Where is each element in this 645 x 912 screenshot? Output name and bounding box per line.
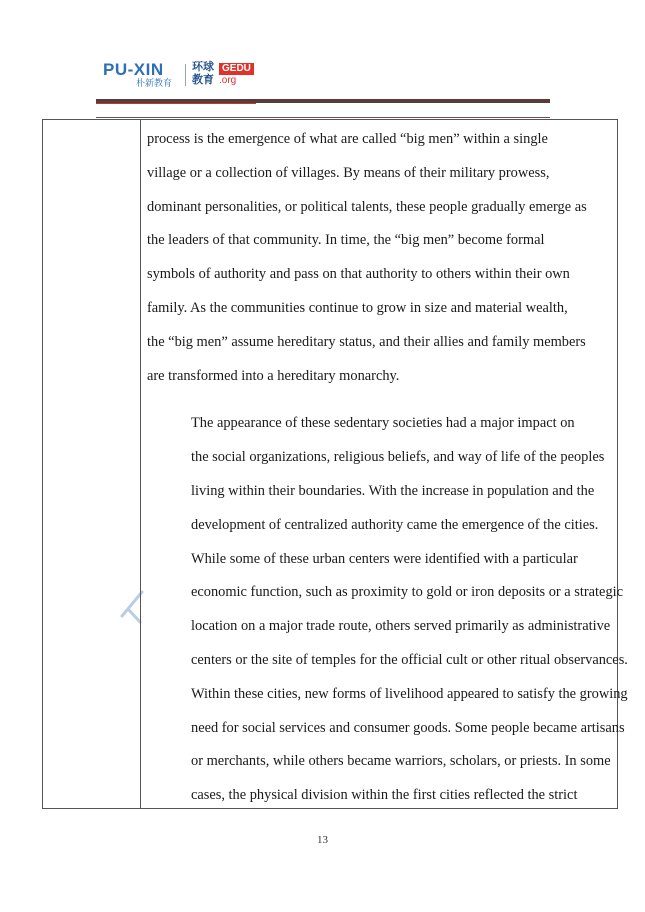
page-number: 13 bbox=[317, 834, 328, 846]
puxin-logo-subtext: 朴新教育 bbox=[136, 79, 173, 89]
puxin-logo-text: PU-XIN bbox=[103, 60, 164, 79]
paragraph-1-line: are transformed into a hereditary monarchy. bbox=[147, 367, 400, 384]
gedu-logo bbox=[192, 60, 262, 90]
paragraph-2 bbox=[147, 407, 628, 813]
paragraph-2-line: need for social services and consumer goods. Some people became artisans bbox=[191, 719, 625, 736]
paragraph-2-line: development of centralized authority came the emergence of the cities. bbox=[191, 516, 599, 533]
paragraph-1-line: dominant personalities, or political talents, these people gradually emerge as bbox=[147, 198, 587, 215]
paragraph-1-line: the “big men” assume hereditary status, and their allies and family members bbox=[147, 333, 586, 350]
paragraph-2-line: or merchants, while others became warriors, scholars, or priests. In some bbox=[191, 753, 611, 770]
gedu-logo-suffix: .org bbox=[219, 75, 237, 86]
paragraph-1-line: village or a collection of villages. By means of their military prowess, bbox=[147, 164, 550, 181]
header-underline bbox=[96, 117, 550, 118]
paragraph-2-line: the social organizations, religious beliefs, and way of life of the peoples bbox=[191, 449, 605, 466]
header-rule-accent bbox=[96, 103, 256, 104]
paragraph-2-line: Within these cities, new forms of livelihood appeared to satisfy the growing bbox=[191, 685, 628, 702]
gedu-logo-tag: GEDU bbox=[219, 63, 254, 75]
paragraph-1-line: process is the emergence of what are called “big men” within a single bbox=[147, 131, 548, 147]
paragraph-2-line: centers or the site of temples for the official cult or other ritual observances. bbox=[191, 651, 628, 668]
paragraph-2-line: cases, the physical division within the first cities reflected the strict bbox=[191, 787, 578, 804]
body-text bbox=[147, 123, 628, 813]
paragraph-1-line: the leaders of that community. In time, the “big men” become formal bbox=[147, 232, 545, 249]
paragraph-1-line: family. As the communities continue to grow in size and material wealth, bbox=[147, 299, 568, 316]
paragraph-2-line: economic function, such as proximity to gold or iron deposits or a strategic bbox=[191, 584, 624, 601]
table-column-divider bbox=[140, 119, 141, 809]
paragraph-1 bbox=[147, 123, 613, 393]
paragraph-2-line: location on a major trade route, others served primarily as administrative bbox=[191, 618, 611, 635]
gedu-logo-chinese: 环球教育 bbox=[192, 60, 214, 86]
paragraph-2-line: living within their boundaries. With the increase in population and the bbox=[191, 482, 595, 499]
paragraph-1-line: symbols of authority and pass on that authority to others within their own bbox=[147, 266, 570, 283]
page-header bbox=[0, 0, 645, 120]
paragraph-2-line: While some of these urban centers were identified with a particular bbox=[191, 550, 578, 567]
puxin-logo bbox=[103, 61, 181, 93]
paragraph-2-line: The appearance of these sedentary societies had a major impact on bbox=[191, 415, 575, 432]
logo-separator bbox=[185, 64, 186, 86]
